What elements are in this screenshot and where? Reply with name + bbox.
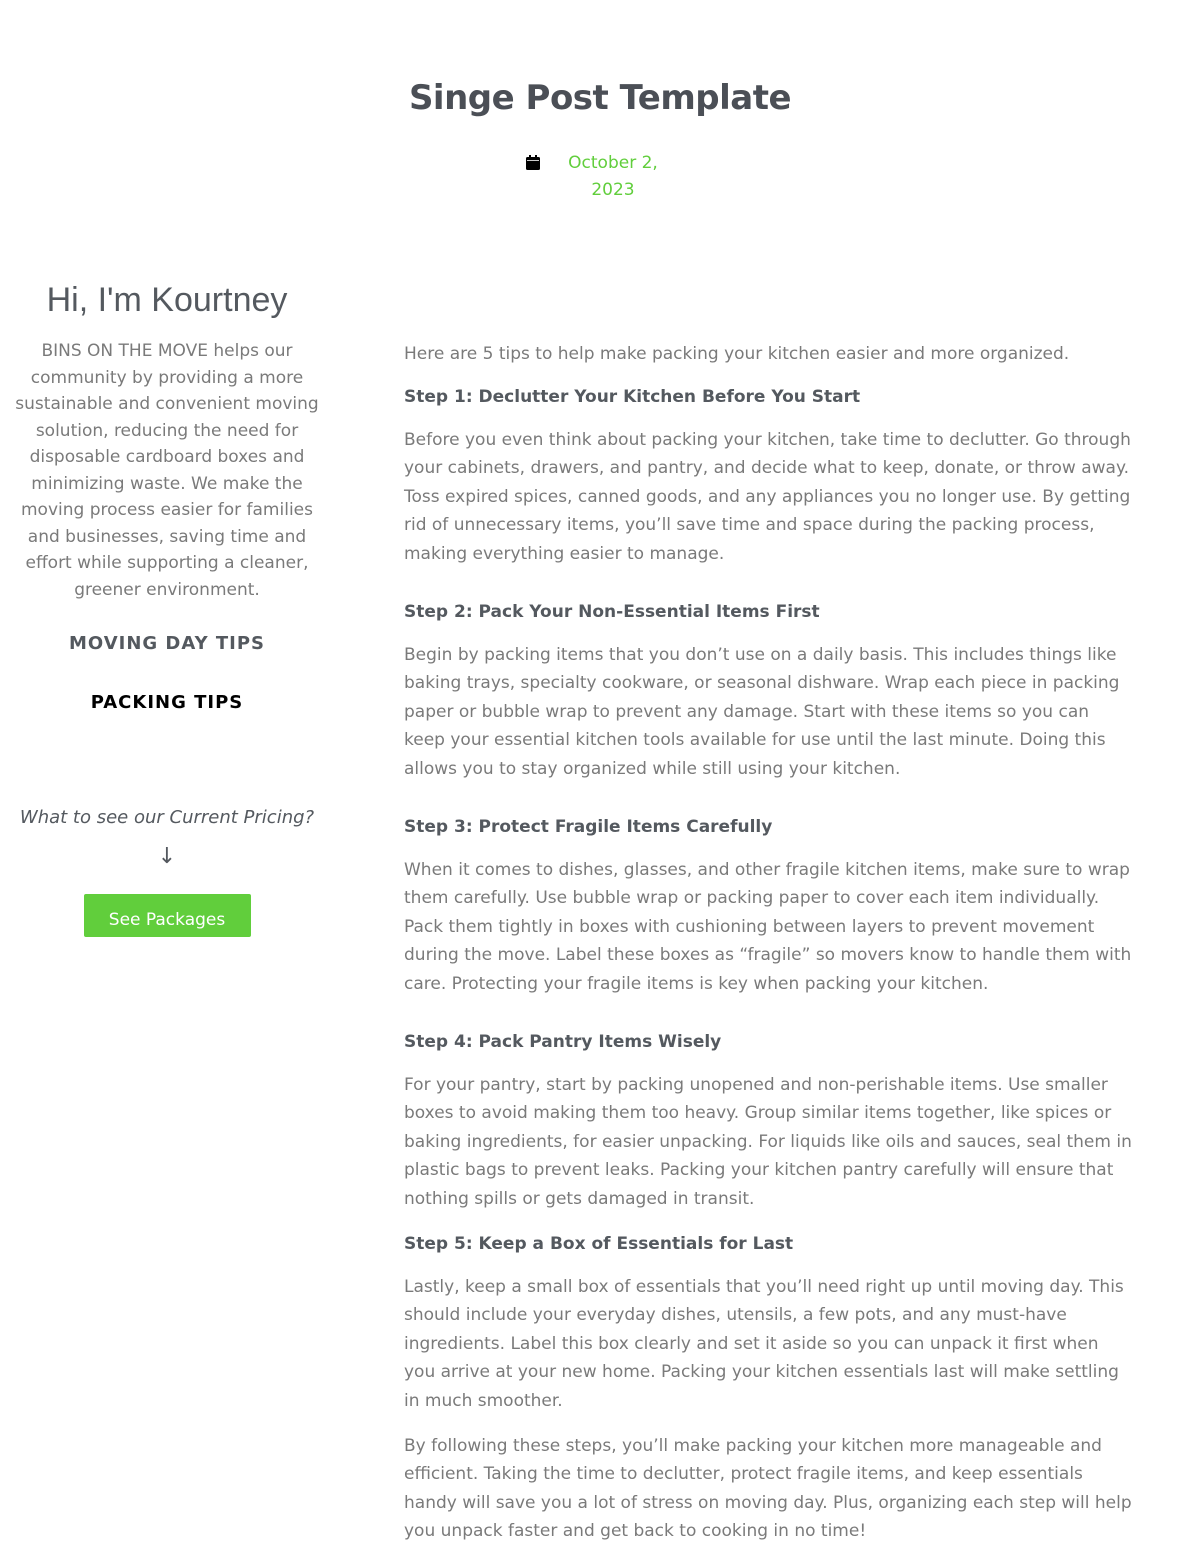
arrow-down-icon: ↓: [157, 844, 177, 869]
pricing-question: What to see our Current Pricing?: [19, 807, 315, 828]
sidebar: [0, 278, 334, 937]
packing-tips-link[interactable]: PACKING TIPS: [90, 692, 244, 713]
step-4-heading: Step 4: Pack Pantry Items Wisely: [404, 1031, 722, 1052]
step-2-body: Begin by packing items that you don’t use on a daily basis. This includes things like baking trays, specialty cookware, or seasonal dishware. Wrap each piece in packing paper or bubble wrap to prevent any damage. Start with these items so you can keep your essential kitchen tools available for use until the last minute. Doing this allows you to stay organized while still using your kitchen.: [404, 644, 1120, 779]
step-3-body: When it comes to dishes, glasses, and other fragile kitchen items, make sure to wrap them carefully. Use bubble wrap or packing paper to cover each item individually. Pack them tightly in boxes with cushioning between layers to prevent movement during the move. Label these boxes as “fragile” so movers know to handle them with care. Protecting your fragile items is key when packing your kitchen.: [404, 859, 1132, 994]
step-1-body: Before you even think about packing your kitchen, take time to declutter. Go through your cabinets, drawers, and pantry, and decide what to keep, donate, or throw away. Toss expired spices, canned goods, and any appliances you no longer use. By getting rid of unnecessary items, you’ll save time and space during the packing process, making everything easier to manage.: [404, 429, 1131, 564]
step-2-heading: Step 2: Pack Your Non-Essential Items First: [404, 601, 820, 622]
moving-day-tips-link[interactable]: MOVING DAY TIPS: [68, 633, 266, 654]
see-packages-button[interactable]: See Packages: [84, 894, 251, 937]
post-date: [520, 150, 690, 210]
sidebar-greeting: Hi, I'm Kourtney: [46, 281, 288, 319]
step-4-body: For your pantry, start by packing unopened and non-perishable items. Use smaller boxes to avoid making them too heavy. Group similar items together, like spices or baking ingredients, for easier unpacking. For liquids like oils and sauces, seal them in plastic bags to prevent leaks. Packing your kitchen pantry carefully will ensure that nothing spills or gets damaged in transit.: [404, 1074, 1132, 1209]
article-conclusion: By following these steps, you’ll make packing your kitchen more manageable and efficient. Taking the time to declutter, protect fragile items, and keep essentials handy will save you a lot of stress on moving day. Plus, organizing each step will help you unpack faster and get back to cooking in no time!: [404, 1435, 1132, 1541]
step-1-heading: Step 1: Declutter Your Kitchen Before You Start: [404, 386, 861, 407]
article-intro: Here are 5 tips to help make packing your kitchen easier and more organized.: [404, 344, 1070, 364]
step-3-heading: Step 3: Protect Fragile Items Carefully: [404, 816, 773, 837]
post-date-text[interactable]: October 2, 2023: [568, 153, 658, 200]
sidebar-about-text: BINS ON THE MOVE helps our community by providing a more sustainable and convenient moving solution, reducing the need for disposable cardboard boxes and minimizing waste. We make the moving process easier for families and businesses, saving time and effort while supporting a cleaner, greener environment.: [15, 341, 319, 600]
step-5-heading: Step 5: Keep a Box of Essentials for Last: [404, 1233, 794, 1254]
article-content: [404, 340, 1134, 1546]
post-title: Singe Post Template: [408, 78, 792, 118]
step-5-body: Lastly, keep a small box of essentials that you’ll need right up until moving day. This should include your everyday dishes, utensils, a few pots, and any must-have ingredients. Label this box clearly and set it aside so you can unpack it first when you arrive at your new home. Packing your kitchen essentials last will make settling in much smoother.: [404, 1276, 1124, 1411]
calendar-icon: [526, 155, 540, 170]
